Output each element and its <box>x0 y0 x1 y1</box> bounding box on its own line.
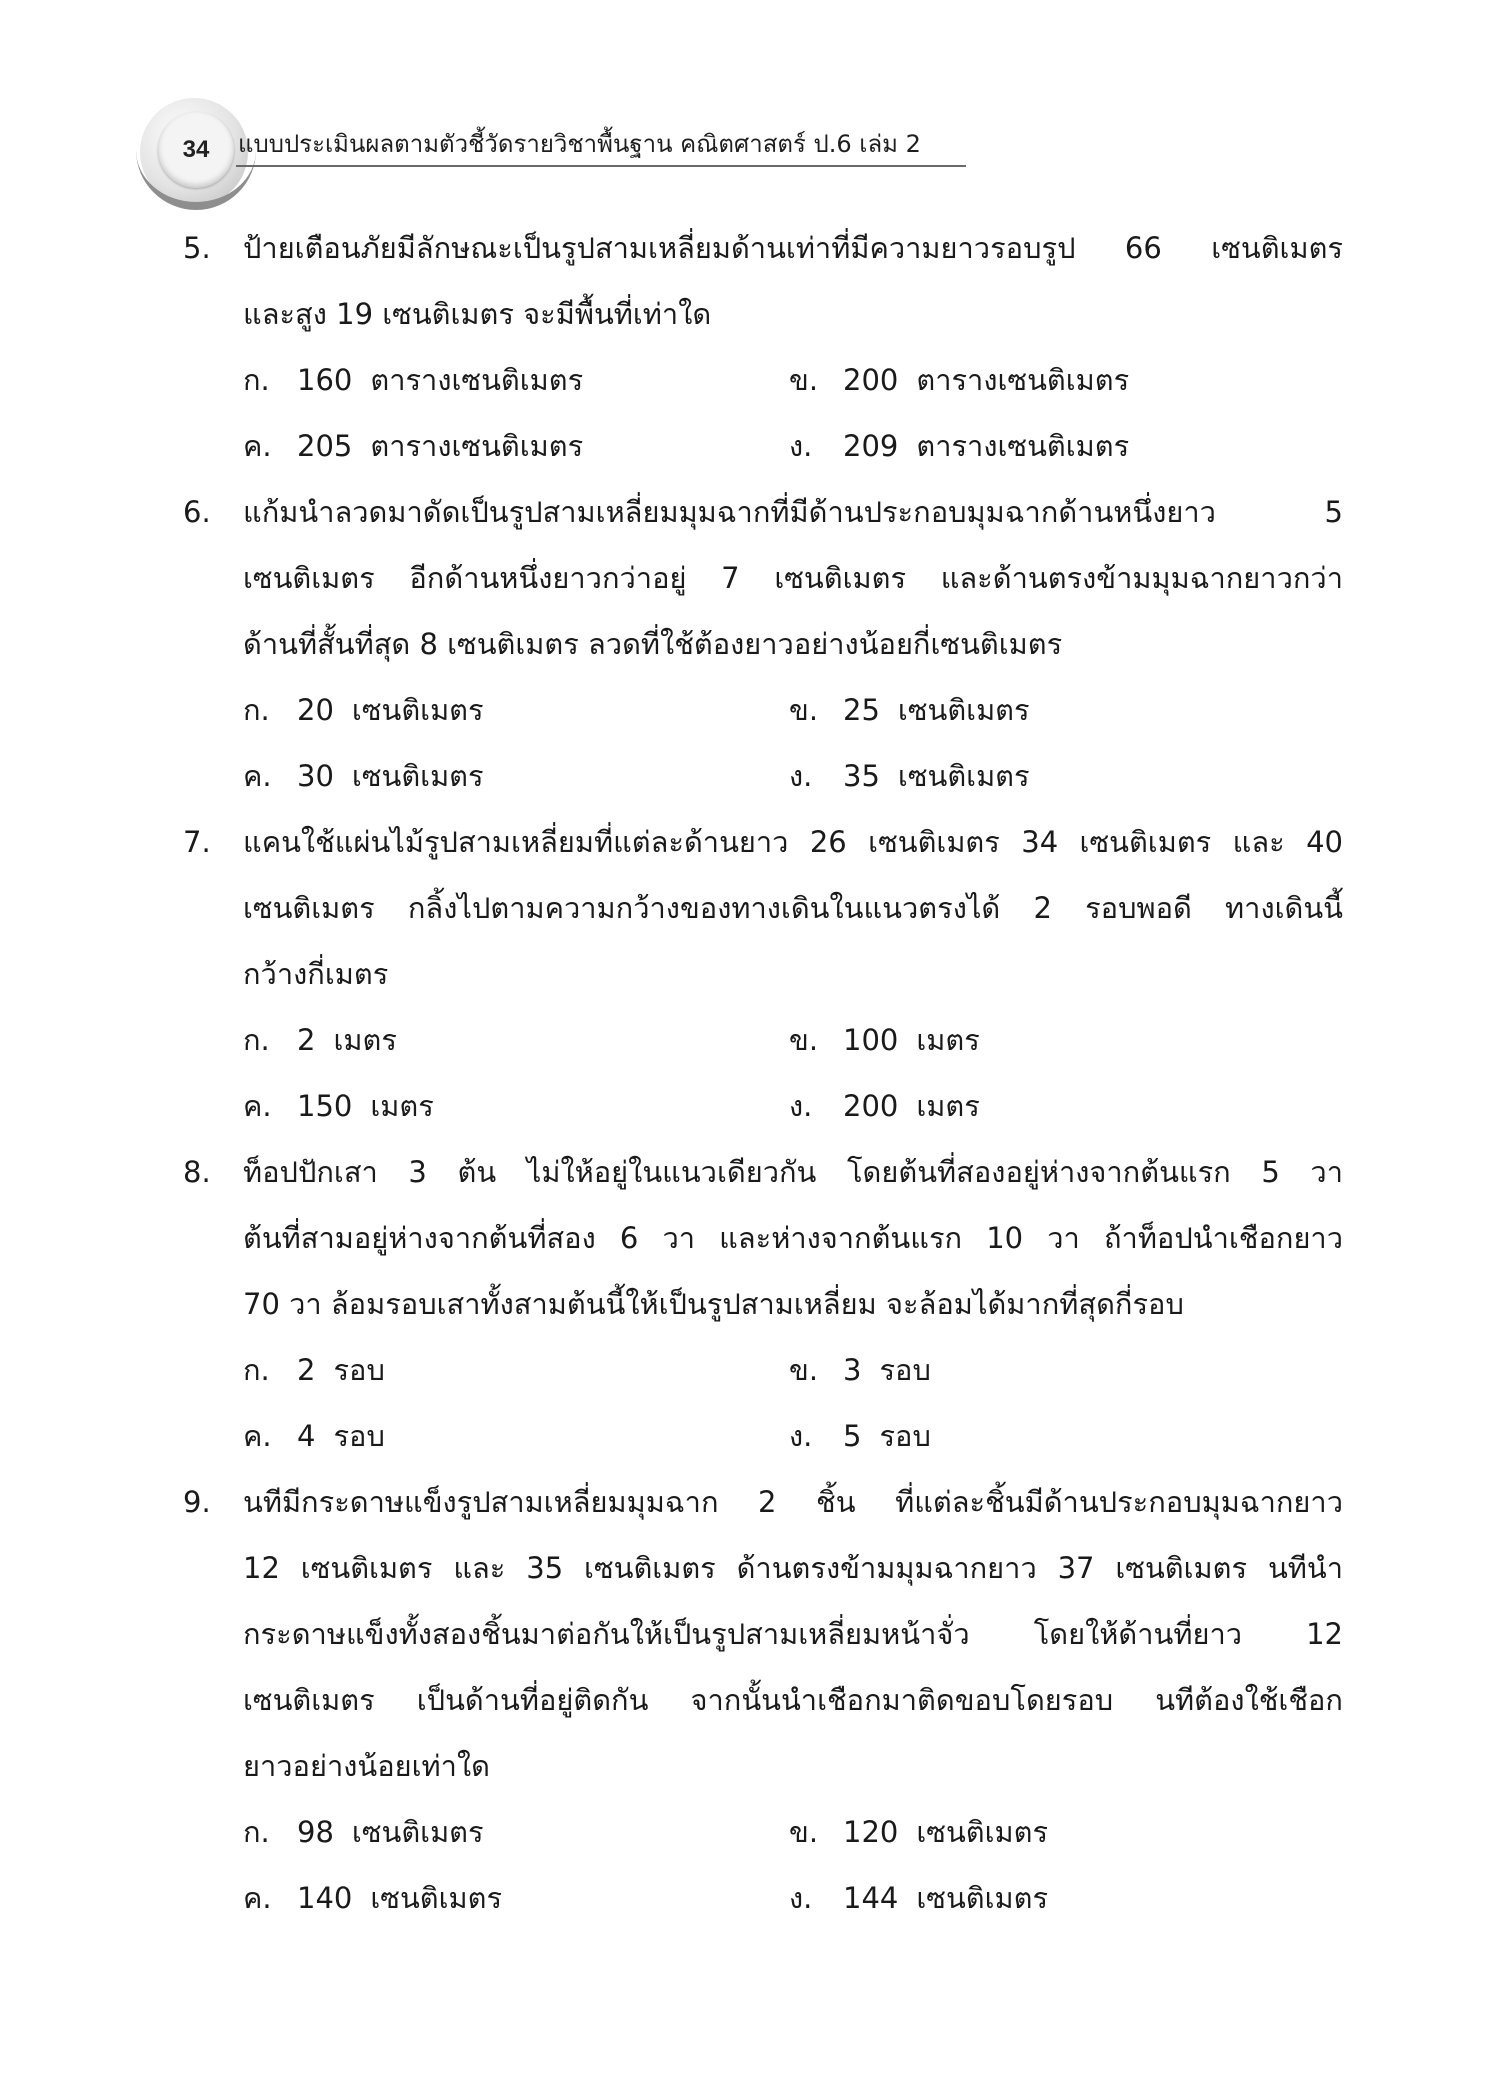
question-line: กระดาษแข็งทั้งสองชิ้นมาต่อกันให้เป็นรูปสามเหลี่ยมหน้าจั่ว โดยให้ด้านที่ยาว 12 <box>243 1617 1343 1651</box>
choice-value: 200 <box>843 1089 899 1123</box>
answer-choice[interactable] <box>789 347 1129 413</box>
question <box>0 215 1504 479</box>
page-header <box>0 0 1504 200</box>
choice-unit: เซนติเมตร <box>897 759 1030 793</box>
choice-unit: รอบ <box>879 1353 931 1387</box>
answer-choice[interactable] <box>243 1337 385 1403</box>
question-line: ด้านที่สั้นที่สุด 8 เซนติเมตร ลวดที่ใช้ต้องยาวอย่างน้อยกี่เซนติเมตร <box>243 627 1063 661</box>
choice-value: 98 <box>297 1815 334 1849</box>
question-line: เซนติเมตร กลิ้งไปตามความกว้างของทางเดินในแนวตรงได้ 2 รอบพอดี ทางเดินนี้ <box>243 891 1343 925</box>
choice-letter: ก. <box>243 1815 270 1849</box>
choice-unit: ตารางเซนติเมตร <box>370 429 584 463</box>
choice-value: 140 <box>297 1881 353 1915</box>
choice-row <box>243 1403 1504 1469</box>
answer-choices <box>243 677 1504 809</box>
choice-letter: ก. <box>243 1353 270 1387</box>
choice-unit: ตารางเซนติเมตร <box>370 363 584 397</box>
question-number: 7. <box>183 825 211 859</box>
choice-row <box>243 347 1504 413</box>
choice-letter: ข. <box>789 1815 819 1849</box>
choice-value: 144 <box>843 1881 899 1915</box>
choice-value: 120 <box>843 1815 899 1849</box>
question <box>0 1469 1504 1931</box>
choice-row <box>243 1073 1504 1139</box>
answer-choice[interactable] <box>789 1799 1048 1865</box>
answer-choice[interactable] <box>243 743 484 809</box>
answer-choice[interactable] <box>243 1007 397 1073</box>
choice-unit: เซนติเมตร <box>370 1881 503 1915</box>
choice-row <box>243 413 1504 479</box>
choice-value: 205 <box>297 429 353 463</box>
choice-unit: ตารางเซนติเมตร <box>916 429 1130 463</box>
choice-unit: เซนติเมตร <box>351 1815 484 1849</box>
choice-unit: เซนติเมตร <box>897 693 1030 727</box>
question-number: 8. <box>183 1155 211 1189</box>
choice-value: 160 <box>297 363 353 397</box>
question-number: 9. <box>183 1485 211 1519</box>
question-line: นทีมีกระดาษแข็งรูปสามเหลี่ยมมุมฉาก 2 ชิ้น ที่แต่ละชิ้นมีด้านประกอบมุมฉากยาว <box>243 1485 1343 1519</box>
answer-choice[interactable] <box>243 1865 502 1931</box>
choice-letter: ค. <box>243 1089 272 1123</box>
choice-letter: ง. <box>789 1881 813 1915</box>
answer-choice[interactable] <box>789 743 1030 809</box>
answer-choice[interactable] <box>789 1865 1048 1931</box>
question-line: กว้างกี่เมตร <box>243 957 389 991</box>
question-text <box>243 1469 1343 1799</box>
choice-letter: ก. <box>243 1023 270 1057</box>
choice-letter: ง. <box>789 429 813 463</box>
answer-choices <box>243 1799 1504 1931</box>
question <box>0 479 1504 809</box>
choice-letter: ข. <box>789 1353 819 1387</box>
question-line: แก้มนำลวดมาดัดเป็นรูปสามเหลี่ยมมุมฉากที่มีด้านประกอบมุมฉากด้านหนึ่งยาว 5 <box>243 495 1343 529</box>
choice-unit: เซนติเมตร <box>351 693 484 727</box>
choice-row <box>243 1337 1504 1403</box>
choice-value: 209 <box>843 429 899 463</box>
answer-choice[interactable] <box>789 1007 980 1073</box>
choice-row <box>243 743 1504 809</box>
choice-value: 5 <box>843 1419 862 1453</box>
question-line: เซนติเมตร เป็นด้านที่อยู่ติดกัน จากนั้นนำเชือกมาติดขอบโดยรอบ นทีต้องใช้เชือก <box>243 1683 1343 1717</box>
choice-value: 35 <box>843 759 880 793</box>
choice-letter: ง. <box>789 759 813 793</box>
choice-letter: ก. <box>243 363 270 397</box>
choice-row <box>243 1865 1504 1931</box>
choice-letter: ข. <box>789 1023 819 1057</box>
choice-unit: รอบ <box>879 1419 931 1453</box>
choice-letter: ง. <box>789 1089 813 1123</box>
question-text <box>243 479 1343 677</box>
choice-letter: ค. <box>243 1881 272 1915</box>
question-line: ท็อปปักเสา 3 ต้น ไม่ให้อยู่ในแนวเดียวกัน โดยต้นที่สองอยู่ห่างจากต้นแรก 5 วา <box>243 1155 1343 1189</box>
choice-value: 20 <box>297 693 334 727</box>
choice-letter: ค. <box>243 759 272 793</box>
question-text <box>243 809 1343 1007</box>
answer-choice[interactable] <box>243 1073 434 1139</box>
choice-unit: รอบ <box>333 1419 385 1453</box>
choice-unit: ตารางเซนติเมตร <box>916 363 1130 397</box>
choice-unit: เซนติเมตร <box>916 1881 1049 1915</box>
question <box>0 809 1504 1139</box>
answer-choices <box>243 1007 1504 1139</box>
choice-unit: รอบ <box>333 1353 385 1387</box>
choice-value: 2 <box>297 1023 316 1057</box>
answer-choice[interactable] <box>243 1799 484 1865</box>
choice-row <box>243 1799 1504 1865</box>
page-number: 34 <box>158 112 234 188</box>
question <box>0 1139 1504 1469</box>
question-line: ยาวอย่างน้อยเท่าใด <box>243 1749 490 1783</box>
choice-row <box>243 1007 1504 1073</box>
answer-choice[interactable] <box>789 413 1129 479</box>
choice-value: 100 <box>843 1023 899 1057</box>
answer-choice[interactable] <box>243 347 583 413</box>
choice-letter: ข. <box>789 363 819 397</box>
question-text <box>243 215 1343 347</box>
choice-unit: เซนติเมตร <box>351 759 484 793</box>
question-line: เซนติเมตร อีกด้านหนึ่งยาวกว่าอยู่ 7 เซนติเมตร และด้านตรงข้ามมุมฉากยาวกว่า <box>243 561 1343 595</box>
choice-value: 25 <box>843 693 880 727</box>
choice-letter: ก. <box>243 693 270 727</box>
question-line: 70 วา ล้อมรอบเสาทั้งสามต้นนี้ให้เป็นรูปสามเหลี่ยม จะล้อมได้มากที่สุดกี่รอบ <box>243 1287 1184 1321</box>
answer-choices <box>243 347 1504 479</box>
choice-unit: เมตร <box>916 1089 980 1123</box>
header-divider <box>236 165 966 167</box>
choice-value: 200 <box>843 363 899 397</box>
question-text <box>243 1139 1343 1337</box>
question-line: ต้นที่สามอยู่ห่างจากต้นที่สอง 6 วา และห่างจากต้นแรก 10 วา ถ้าท็อปนำเชือกยาว <box>243 1221 1343 1255</box>
answer-choice[interactable] <box>789 1073 980 1139</box>
answer-choice[interactable] <box>243 413 583 479</box>
choice-value: 30 <box>297 759 334 793</box>
choice-unit: เมตร <box>333 1023 397 1057</box>
question-number: 5. <box>183 231 211 265</box>
choice-row <box>243 677 1504 743</box>
choice-letter: ข. <box>789 693 819 727</box>
question-line: แคนใช้แผ่นไม้รูปสามเหลี่ยมที่แต่ละด้านยาว 26 เซนติเมตร 34 เซนติเมตร และ 40 <box>243 825 1343 859</box>
choice-letter: ค. <box>243 1419 272 1453</box>
choice-unit: เมตร <box>370 1089 434 1123</box>
header-title: แบบประเมินผลตามตัวชี้วัดรายวิชาพื้นฐาน คณิตศาสตร์ ป.6 เล่ม 2 <box>238 130 921 158</box>
question-line: ป้ายเตือนภัยมีลักษณะเป็นรูปสามเหลี่ยมด้านเท่าที่มีความยาวรอบรูป 66 เซนติเมตร <box>243 231 1343 265</box>
question-number: 6. <box>183 495 211 529</box>
answer-choice[interactable] <box>789 1403 931 1469</box>
question-line: 12 เซนติเมตร และ 35 เซนติเมตร ด้านตรงข้ามมุมฉากยาว 37 เซนติเมตร นทีนำ <box>243 1551 1343 1585</box>
question-list <box>0 215 1504 1931</box>
answer-choice[interactable] <box>243 1403 385 1469</box>
question-line: และสูง 19 เซนติเมตร จะมีพื้นที่เท่าใด <box>243 297 712 331</box>
choice-unit: เซนติเมตร <box>916 1815 1049 1849</box>
answer-choice[interactable] <box>789 1337 931 1403</box>
choice-value: 2 <box>297 1353 316 1387</box>
choice-letter: ง. <box>789 1419 813 1453</box>
choice-value: 3 <box>843 1353 862 1387</box>
choice-value: 4 <box>297 1419 316 1453</box>
choice-letter: ค. <box>243 429 272 463</box>
answer-choice[interactable] <box>243 677 484 743</box>
answer-choices <box>243 1337 1504 1469</box>
answer-choice[interactable] <box>789 677 1030 743</box>
choice-value: 150 <box>297 1089 353 1123</box>
choice-unit: เมตร <box>916 1023 980 1057</box>
